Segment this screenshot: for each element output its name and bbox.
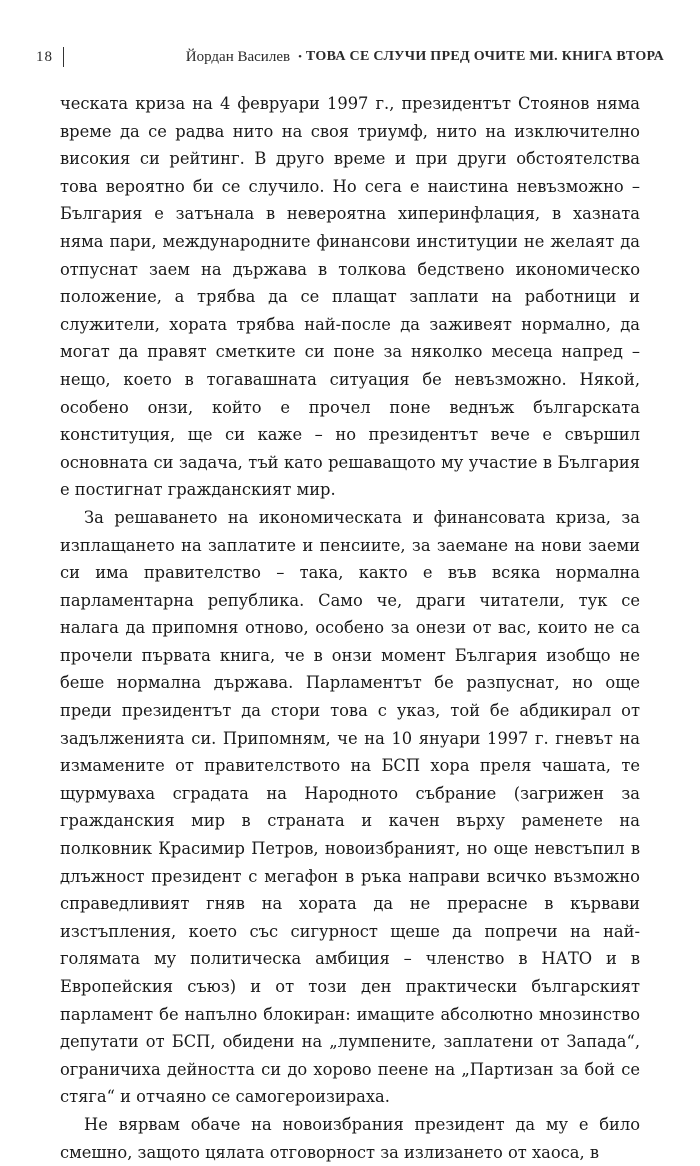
header-book-title: ТОВА СЕ СЛУЧИ ПРЕД ОЧИТЕ МИ. КНИГА ВТОРА: [305, 49, 664, 64]
page-number: 18: [36, 48, 53, 65]
header-author: Йордан Василев: [185, 48, 291, 65]
running-head: [36, 44, 664, 70]
header-divider: [63, 47, 64, 67]
paragraph-3: Не вярвам обаче на новоизбрания президент да му е било смешно, защото цялата отговорност за излизането от хаоса, в: [60, 1114, 640, 1162]
body-text: [60, 90, 640, 1166]
header-bullet: •: [298, 51, 302, 63]
paragraph-1: ческата криза на 4 февруари 1997 г., президентът Стоянов няма време да се радва нито на своя триумф, нито на изключително високия си рейтинг. В друго време и при други обстоятелства това вероятно би се случило. Но сега е наистина невъзможно – България е затънала в невероятна хиперинфлация, в хазната няма пари, международните финансови институции не желаят да отпуснат заем на държава в толкова бедствено икономическо положение, а трябва да се плащат заплати на работници и служители, хората трябва най-после да заживеят нормално, да могат да правят сметките си поне за няколко месеца напред – нещо, което в тогавашната ситуация бе невъзможно. Някой, особено онзи, който е прочел поне веднъж българската конституция, ще си каже – но президентът вече е свършил основната си задача, тъй като решаващото му участие в България е постигнат гражданският мир.: [60, 94, 640, 500]
paragraph-2: За решаването на икономическата и финансовата криза, за изплащането на заплатите и пенсиите, за заемане на нови заеми си има правителство – така, както е във всяка нормална парламентарна република. Само че, драги читатели, тук се налага да припомня отново, особено за онези от вас, които не са прочели първата книга, че в онзи момент България изобщо не беше нормална държава. Парламентът бе разпуснат, но още преди президентът да стори това с указ, той бе абдикирал от задълженията си. Припомням, че на 10 януари 1997 г. гневът на измамените от правителството на БСП хора преля чашата, те щурмуваха сградата на Народното събрание (загрижен за гражданския мир в страната и качен върху раменете на полковник Красимир Петров, новоизбраният, но още невстъпил в длъжност президент с мегафон в ръка направи всичко възможно справедливият гняв на хората да не прерасне в кървави изстъпления, което със сигурност щеше да попречи на най-голямата му политическа амбиция – членство в НАТО и в Европейския съюз) и от този ден практически българският парламент бе напълно блокиран: имащите абсолютно мнозинство депутати от БСП, обидени на „лумпените, заплатени от Запада“, ограничиха дейността си до хорово пеене на „Партизан за бой се стяга“ и отчаяно се самогероизираха.: [60, 507, 640, 1107]
